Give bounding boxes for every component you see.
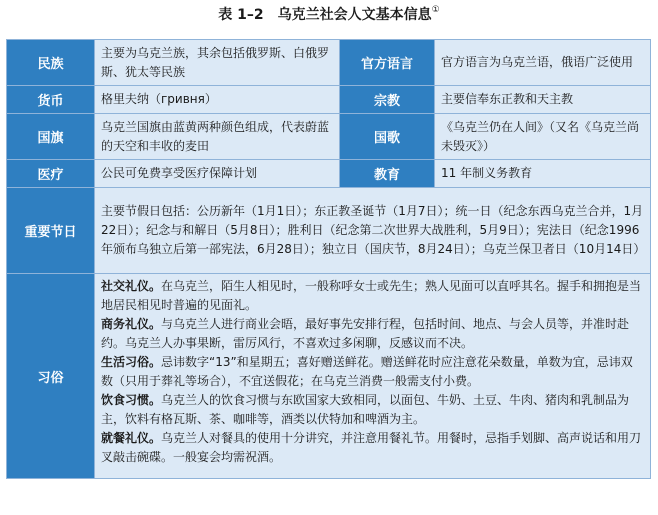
religion-label: 宗教	[340, 86, 435, 114]
anthem-value: 《乌克兰仍在人间》（又名《乌克兰尚未毁灭》）	[435, 114, 651, 160]
anthem-label: 国歌	[340, 114, 435, 160]
language-value: 官方语言为乌克兰语，俄语广泛使用	[435, 40, 651, 86]
customs-label: 习俗	[7, 274, 95, 479]
religion-value: 主要信奉东正教和天主教	[435, 86, 651, 114]
customs-text: 忌讳数字“13”和星期五；喜好赠送鲜花。赠送鲜花时应注意花朵数量，单数为宜，忌讳双数（只用于葬礼等场合），不宜送假花；在乌克兰消费一般需支付小费。	[101, 355, 633, 388]
footnote-marker: ①	[431, 5, 440, 15]
customs-keyword: 生活习俗。	[101, 355, 162, 369]
table-title-text: 表 1–2 乌克兰社会人文基本信息	[218, 7, 432, 23]
ethnic-label: 民族	[7, 40, 95, 86]
table-row	[7, 160, 651, 188]
currency-value: 格里夫纳（гривня）	[95, 86, 340, 114]
customs-text: 与乌克兰人进行商业会晤，最好事先安排行程，包括时间、地点、与会人员等，并准时赴约。乌克兰人办事果断，雷厉风行，不喜欢过多闲聊，反感议而不决。	[101, 317, 630, 350]
education-label: 教育	[340, 160, 435, 188]
medical-value: 公民可免费享受医疗保障计划	[95, 160, 340, 188]
customs-text: 在乌克兰，陌生人相见时，一般称呼女士或先生；熟人见面可以直呼其名。握手和拥抱是当地居民相见时普遍的见面礼。	[101, 279, 642, 312]
customs-keyword: 就餐礼仪。	[101, 431, 162, 445]
customs-keyword: 商务礼仪。	[101, 317, 162, 331]
table-row	[7, 114, 651, 160]
table-row	[7, 274, 651, 479]
language-label: 官方语言	[340, 40, 435, 86]
flag-label: 国旗	[7, 114, 95, 160]
table-row	[7, 188, 651, 274]
currency-label: 货币	[7, 86, 95, 114]
table-row	[7, 86, 651, 114]
customs-item-business	[101, 315, 644, 353]
customs-item-diet	[101, 391, 644, 429]
flag-value: 乌克兰国旗由蓝黄两种颜色组成，代表蔚蓝的天空和丰收的麦田	[95, 114, 340, 160]
customs-text: 乌克兰人对餐具的使用十分讲究，并注意用餐礼节。用餐时，忌指手划脚、高声说话和用刀叉敲击碗碟。一般宴会均需祝酒。	[101, 431, 642, 464]
info-table	[6, 39, 651, 479]
customs-item-life	[101, 353, 644, 391]
education-value: 11 年制义务教育	[435, 160, 651, 188]
holidays-value: 主要节假日包括：公历新年（1月1日）；东正教圣诞节（1月7日）；统一日（纪念东西乌克兰合并，1月22日）；纪念与和解日（5月8日）；胜利日（纪念第二次世界大战胜利，5月9日）；宪法日（纪念1996年颁布乌独立后第一部宪法，6月28日）；独立日（国庆节，8月24日）；乌克兰保卫者日（10月14日）	[95, 188, 651, 274]
holidays-label: 重要节日	[7, 188, 95, 274]
customs-item-dining	[101, 429, 644, 467]
customs-keyword: 社交礼仪。	[101, 279, 162, 293]
customs-item-social	[101, 277, 644, 315]
ethnic-value: 主要为乌克兰族，其余包括俄罗斯、白俄罗斯、犹太等民族	[95, 40, 340, 86]
customs-text: 乌克兰人的饮食习惯与东欧国家大致相同，以面包、牛奶、土豆、牛肉、猪肉和乳制品为主，饮料有格瓦斯、茶、咖啡等，酒类以伏特加和啤酒为主。	[101, 393, 630, 426]
customs-keyword: 饮食习惯。	[101, 393, 162, 407]
customs-value	[95, 274, 651, 479]
medical-label: 医疗	[7, 160, 95, 188]
table-row	[7, 40, 651, 86]
table-title	[0, 4, 658, 26]
